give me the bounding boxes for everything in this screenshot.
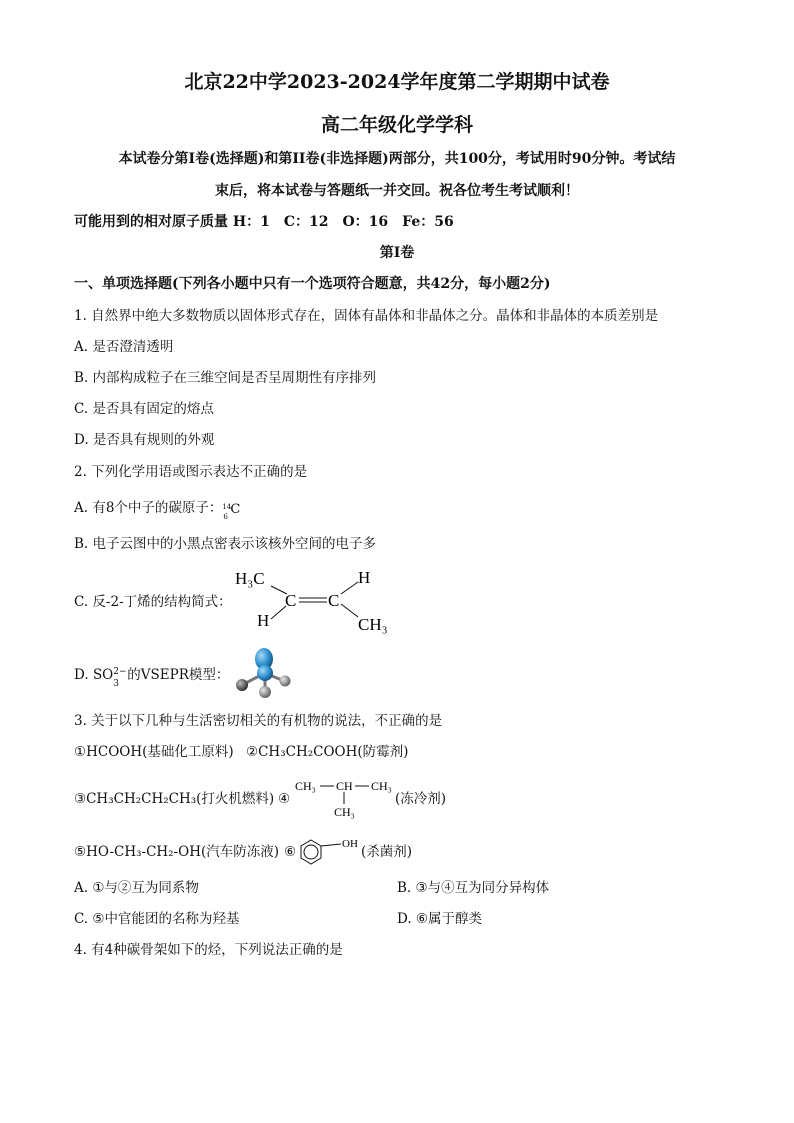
section-heading: 一、单项选择题(下列各小题中只有一个选项符合题意，共42分，每小题2分) <box>74 276 551 292</box>
charge: 2− <box>113 666 127 677</box>
phenol-structure <box>297 834 365 870</box>
bond-line <box>271 586 287 594</box>
atomic-masses: 可能用到的相对原子质量 H：1 C：12 O：16 Fe：56 <box>74 214 454 230</box>
vsepr-model-image <box>232 645 296 701</box>
q3-item-3: ③CH₃CH₂CH₂CH₃(打火机燃料) <box>74 791 275 807</box>
q2-option-d-suffix: 的VSEPR模型： <box>127 667 230 683</box>
bond-line <box>321 844 341 846</box>
intro-line-1: 本试卷分第I卷(选择题)和第II卷(非选择题)两部分，共100分，考试用时90分钟。考试结 <box>118 151 676 167</box>
exam-subtitle: 高二年级化学学科 <box>320 114 473 136</box>
bond-line <box>271 606 286 619</box>
sulfur-atom <box>257 665 273 681</box>
hydroxyl-label: OH <box>342 838 358 850</box>
ch-center: CH <box>336 779 353 793</box>
atomic-number: 6 <box>223 512 228 521</box>
q3-item-2: ②CH₃CH₂COOH(防霉剂) <box>246 744 409 760</box>
aromatic-circle <box>304 845 318 859</box>
q1-option-a: A. 是否澄清透明 <box>74 339 174 355</box>
oxygen-atom <box>259 686 271 698</box>
part-label: 第I卷 <box>379 245 415 261</box>
q2-option-c-label: C. 反-2-丁烯的结构简式： <box>74 594 232 610</box>
struct-h-bottom: H <box>257 611 270 630</box>
oxygen-atom <box>280 676 291 687</box>
trans-2-butene-structure <box>228 564 398 636</box>
q3-option-b: B. ③与④互为同分异构体 <box>397 880 550 896</box>
ch3-left: CH₃ <box>295 779 316 793</box>
nuclide-symbol <box>222 500 241 521</box>
q1-option-d: D. 是否具有规则的外观 <box>74 432 215 448</box>
q2-stem: 2. 下列化学用语或图示表达不正确的是 <box>74 464 308 480</box>
q3-option-d: D. ⑥属于醇类 <box>397 911 483 927</box>
struct-c-left: C <box>285 591 297 610</box>
oxygen-atom <box>236 679 248 691</box>
q4-stem: 4. 有4种碳骨架如下的烃，下列说法正确的是 <box>74 942 343 958</box>
q2-option-a-text: A. 有8个中子的碳原子： <box>74 500 223 516</box>
q2-option-d <box>74 666 230 689</box>
q3-stem: 3. 关于以下几种与生活密切相关的有机物的说法，不正确的是 <box>74 713 443 729</box>
q3-item-6-number: ⑥ <box>284 844 297 860</box>
q3-item-5: ⑤HO-CH₃-CH₂-OH(汽车防冻液) <box>74 844 280 860</box>
q2-option-a <box>74 499 241 521</box>
struct-c-right: C <box>328 591 340 610</box>
q3-item-4-number: ④ <box>278 791 291 807</box>
sulfite-formula <box>92 666 127 689</box>
subscript: 3 <box>113 678 119 689</box>
q3-item-1: ①HCOOH(基础化工原料) <box>74 744 234 760</box>
isobutane-structure <box>293 776 403 820</box>
q1-option-c: C. 是否具有固定的熔点 <box>74 401 214 417</box>
q3-item-4-use: (冻冷剂) <box>395 791 447 807</box>
q2-option-d-prefix: D. <box>74 667 89 683</box>
charge-index <box>113 666 127 689</box>
ch3-bottom: CH₃ <box>334 805 355 819</box>
struct-ch3: CH₃ <box>358 615 388 634</box>
bond-line <box>341 582 358 594</box>
ch3-right: CH₃ <box>371 779 392 793</box>
struct-h3c: H₃C <box>235 569 265 588</box>
q3-item-6-use: (杀菌剂) <box>361 844 413 860</box>
intro-line-2: 束后，将本试卷与答题纸一并交回。祝各位考生考试顺利！ <box>215 183 579 199</box>
q3-option-a: A. ①与②互为同系物 <box>74 880 199 896</box>
exam-title: 北京22中学2023-2024学年度第二学期期中试卷 <box>184 71 610 93</box>
species-text: SO <box>92 667 114 683</box>
element-symbol: C <box>230 501 241 517</box>
bond-line <box>341 604 358 617</box>
struct-h-top: H <box>358 568 371 587</box>
q1-option-b: B. 内部构成粒子在三维空间是否呈周期性有序排列 <box>74 370 377 386</box>
q3-option-c: C. ⑤中官能团的名称为羟基 <box>74 911 240 927</box>
q1-stem: 1. 自然界中绝大多数物质以固体形式存在，固体有晶体和非晶体之分。晶体和非晶体的本质差别是 <box>74 308 659 324</box>
mass-number: 14 <box>222 502 232 511</box>
q2-option-b: B. 电子云图中的小黑点密表示该核外空间的电子多 <box>74 536 377 552</box>
